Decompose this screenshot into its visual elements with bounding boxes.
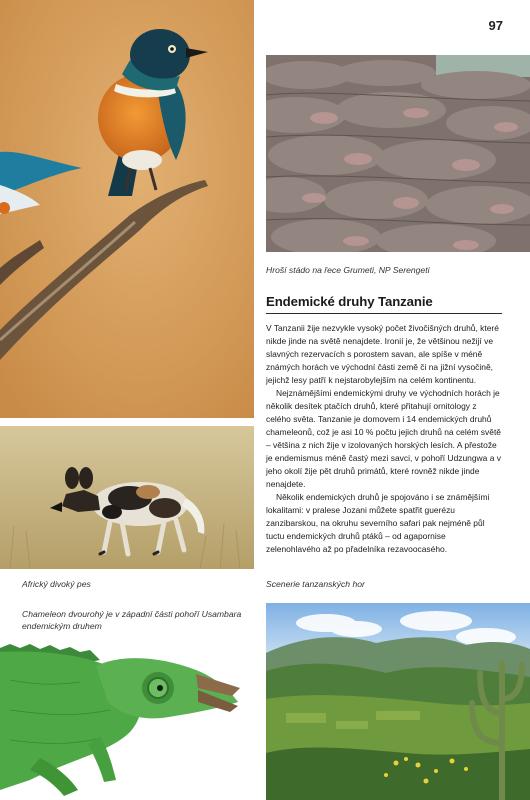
african-wild-dog-image <box>0 426 254 569</box>
wild-dog-photo <box>0 426 254 569</box>
starling-photo <box>0 0 254 418</box>
article-paragraph: Několik endemických druhů je spojováno i se známějšími lokalitami: v pralese Jozani můžete spatřit guerézu zanzibarskou, na okruhu severního safari pak nejméně půl tuctu endemických druhů ptáků – od agapornise zelenohlavého až po přadelníka rezavoocasého. <box>266 492 490 554</box>
hippo-herd-image <box>266 55 530 252</box>
hippos-photo <box>266 55 530 252</box>
article-body <box>266 322 502 556</box>
article-paragraph: Nejznámějšími endemickými druhy ve východních horách je několik desítek ptačích druhů, které přitahují ornitology z celého světa. Tanzanie je domovem i 14 endemických druhů chameleonů, což je asi 10 % počtu jejich druhů na celém světě – většina z nich žije v izolovaných horských lesích. A přestože je endemismus méně častý mezi savci, v pohoří Udzungwa a v jeho okolí žije pět druhů primátů, které rovněž nikde jinde nenajdete. <box>266 388 501 489</box>
mountains-caption: Scenerie tanzanských hor <box>266 579 365 589</box>
starling-image <box>0 0 254 418</box>
page-number: 97 <box>488 18 503 33</box>
mountain-scenery-image <box>266 603 530 800</box>
wild-dog-caption: Africký divoký pes <box>22 579 91 589</box>
chameleon-photo <box>0 640 254 800</box>
hippos-caption: Hroší stádo na řece Grumeti, NP Serengeti <box>266 265 430 275</box>
article-paragraph: V Tanzanii žije nezvykle vysoký počet živočišných druhů, které nikde jinde na světě nenajdete. Ironií je, že většinou nežijí ve slavných rezervacích s porostem savan, ale spíše v méně známých horách ve východní části země či na jižní vysočině, jejichž lesy patří k nejstarobylejším na celém kontinentu. <box>266 323 499 385</box>
article-title: Endemické druhy Tanzanie <box>266 294 502 314</box>
chameleon-caption: Chameleon dvourohý je v západní části pohoří Usambara endemickým druhem <box>22 609 242 632</box>
mountains-photo <box>266 603 530 800</box>
chameleon-image <box>0 640 254 800</box>
